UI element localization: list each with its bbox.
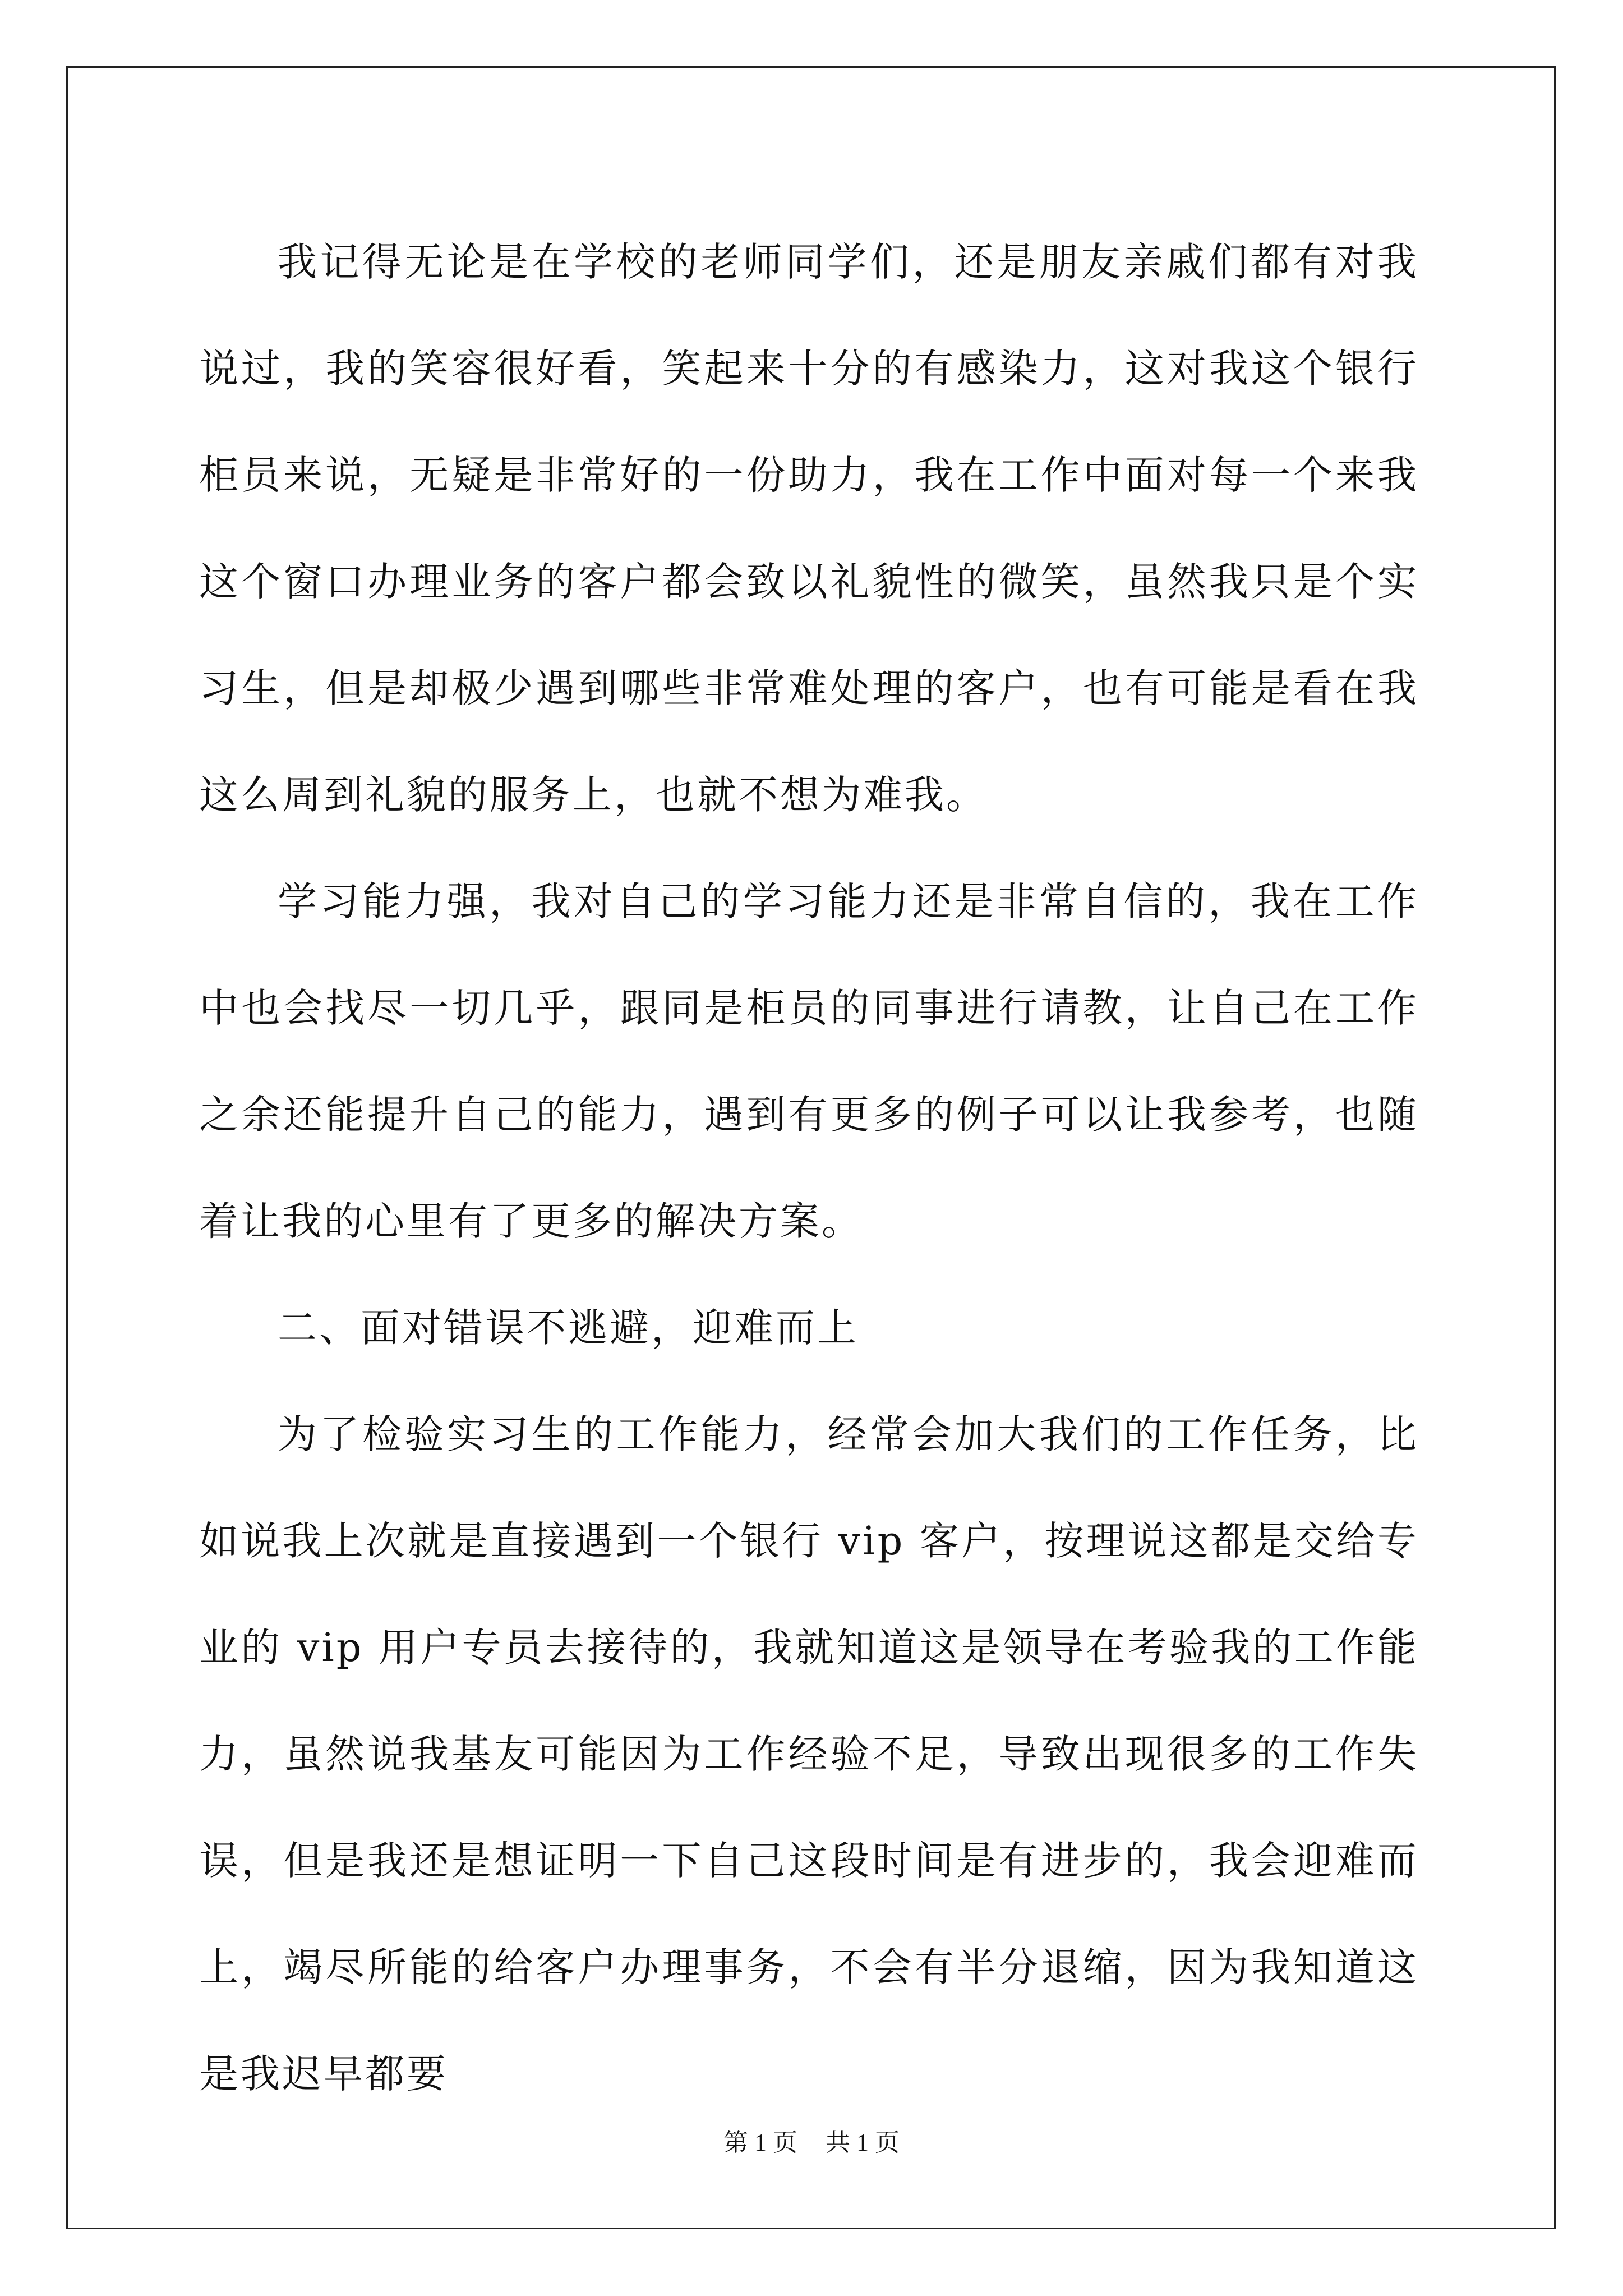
section-heading-face-mistakes: 二、面对错误不逃避，迎难而上 xyxy=(278,1305,859,1351)
page-total: 共 1 页 xyxy=(826,2129,900,2156)
paragraph-smile: 我记得无论是在学校的老师同学们，还是朋友亲戚们都有对我说过，我的笑容很好看，笑起来十分的有感染力，这对我这个银行柜员来说，无疑是非常好的一份助力，我在工作中面对每一个来我这个窗口办理业务的客户都会致以礼貌性的微笑，虽然我只是个实习生，但是却极少遇到哪些非常难处理的客户，也有可能是看在我这么周到礼貌的服务上，也就不想为难我。 xyxy=(199,239,1419,818)
paragraph-vip-customer: 为了检验实习生的工作能力，经常会加大我们的工作任务，比如说我上次就是直接遇到一个银行 vip 客户，按理说这都是交给专业的 vip 用户专员去接待的，我就知道这是领导在考验我的工作能力，虽然说我基友可能因为工作经验不足，导致出现很多的工作失误，但是我还是想证明一下自己这段时间是有进步的，我会迎难而上，竭尽所能的给客户办理事务，不会有半分退缩，因为我知道这是我迟早都要 xyxy=(199,1411,1419,2097)
document-body xyxy=(199,209,1419,2127)
page-number: 第 1 页 xyxy=(723,2129,797,2156)
page-footer xyxy=(0,2126,1623,2160)
paragraph-learning-ability: 学习能力强，我对自己的学习能力还是非常自信的，我在工作中也会找尽一切几乎，跟同是柜员的同事进行请教，让自己在工作之余还能提升自己的能力，遇到有更多的例子可以让我参考，也随着让我的心里有了更多的解决方案。 xyxy=(199,878,1419,1244)
